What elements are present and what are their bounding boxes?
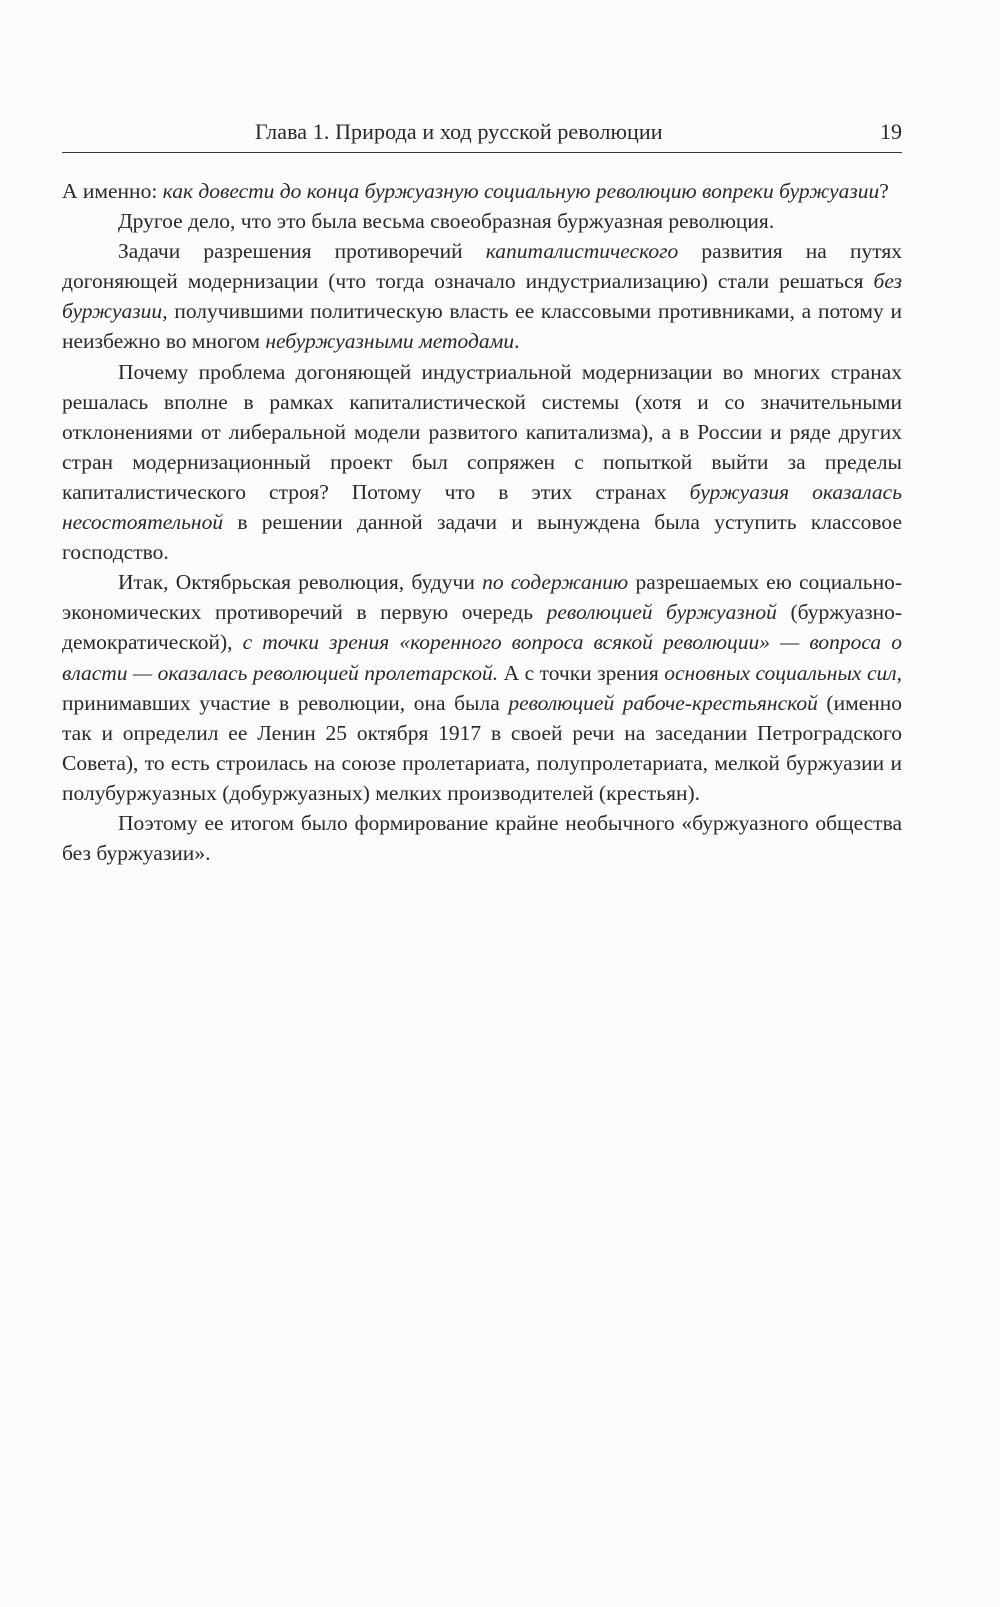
text-run: развития на путях догоняющей модернизации (что тогда означало индустриализацию) стали решаться (62, 239, 903, 294)
body-text (62, 176, 902, 868)
italic-text: небуржуазными методами (265, 329, 515, 354)
text-run: ? (879, 179, 889, 203)
text-run: Другое дело, что это была весьма своеобразная буржуазная революция. (118, 209, 775, 234)
paragraph (62, 808, 902, 868)
italic-text: капиталистического (485, 239, 679, 264)
text-run: разрешаемых ею социально-экономических противоречий в первую очередь (62, 570, 902, 625)
page-number: 19 (880, 119, 902, 144)
running-header (62, 116, 902, 153)
text-run: Итак, Октябрьская революция, будучи (118, 570, 483, 595)
italic-text: с точки зрения «коренного вопроса всякой революции» — вопроса о власти — оказалась революцией пролетарской. (62, 630, 903, 685)
italic-text: революцией буржуазной (546, 600, 777, 625)
text-run: Поэтому ее итогом было формирование крайне необычного «буржуазного общества без буржуазии». (62, 810, 902, 866)
paragraph (62, 357, 902, 568)
italic-text: революцией рабоче-крестьянской (508, 690, 818, 715)
text-run: . (514, 329, 520, 354)
text-run: (именно так и определил ее Ленин 25 октября 1917 в своей речи на заседании Петроградского Совета), то есть строилась на союзе пролетариата, полупролетариата, мелкой буржуазии и полубуржуазных (добуржуазных) мелких производителей (крестьян). (62, 690, 903, 805)
paragraph (62, 206, 902, 236)
italic-text: основных социальных сил (664, 660, 897, 685)
paragraph (62, 176, 902, 206)
text-run: А именно: (62, 179, 163, 203)
italic-text: без буржуазии (62, 269, 902, 324)
text-run: в решении данной задачи и вынуждена была уступить классовое господство. (62, 510, 902, 565)
paragraph (62, 236, 902, 356)
paragraph (62, 567, 902, 808)
text-run: А с точки зрения (498, 660, 665, 685)
italic-text: по содержанию (482, 570, 629, 595)
text-run: , принимавших участие в революции, она была (62, 660, 902, 715)
text-run: Почему проблема догоняющей индустриальной модернизации во многих странах решалась вполне в рамках капиталистической системы (хотя и со значительными отклонениями от либеральной модели развитого капитализма), а в России и ряде других стран модернизационный проект был сопряжен с попыткой выйти за пределы капиталистического строя? Потому что в этих странах (62, 359, 902, 504)
text-run: Задачи разрешения противоречий (118, 239, 486, 264)
chapter-title: Глава 1. Природа и ход русской революции (255, 119, 663, 144)
italic-text: буржуазия оказалась несостоятельной (62, 479, 902, 535)
text-run: , получившими политическую власть ее классовыми противниками, а потому и неизбежно во многом (62, 299, 902, 354)
text-run: (буржуазно-демократической), (62, 600, 902, 655)
italic-text: как довести до конца буржуазную социальную революцию вопреки буржуазии (162, 179, 880, 203)
